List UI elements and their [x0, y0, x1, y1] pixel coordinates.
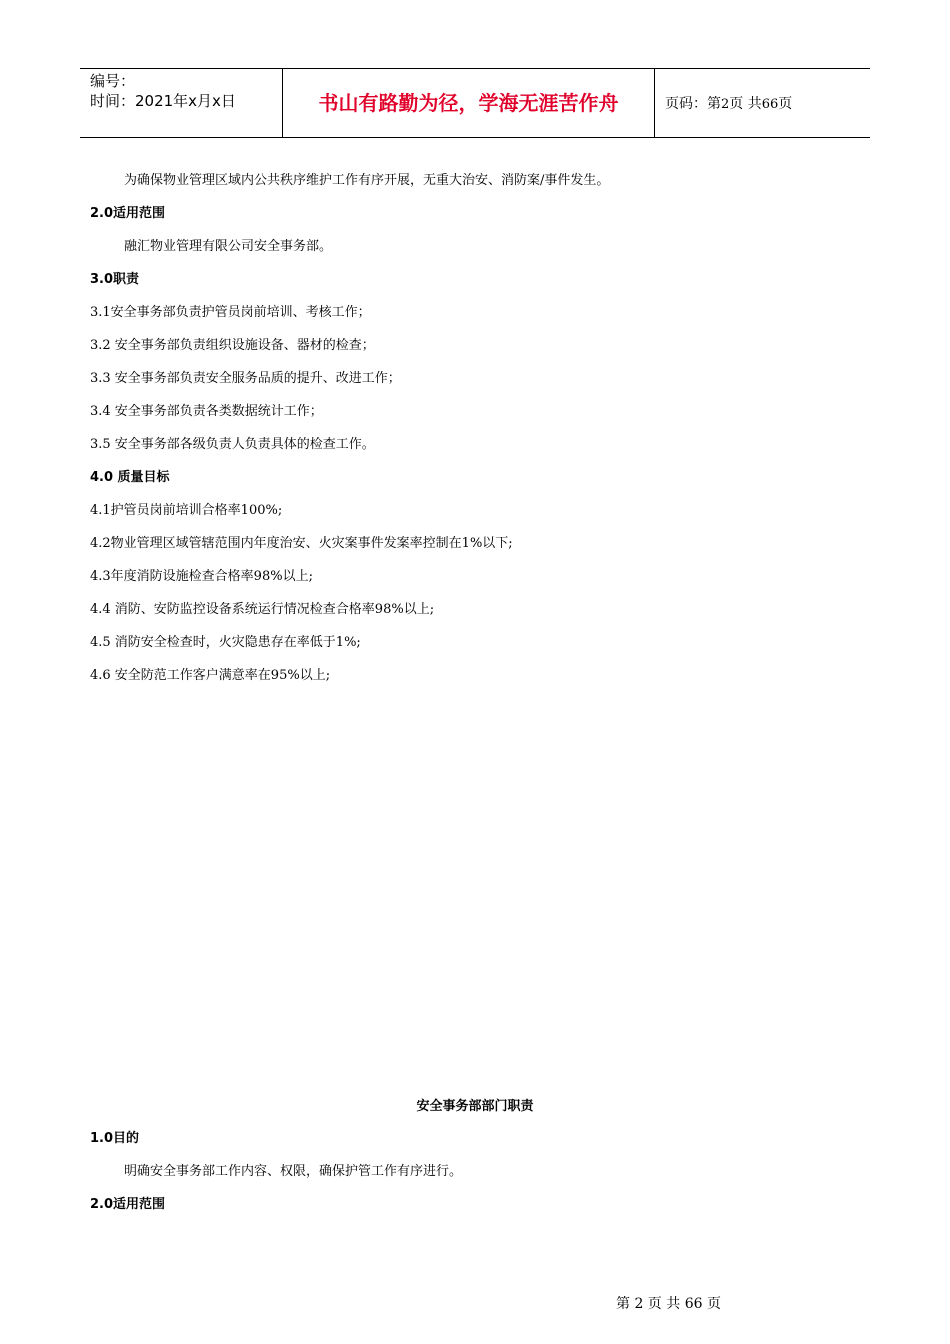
- dept-section-1-text: 明确安全事务部工作内容、权限，确保护管工作有序进行。: [124, 1164, 463, 1179]
- header-page-cell: [655, 69, 870, 137]
- list-item: 3.3 安全事务部负责安全服务品质的提升、改进工作；: [90, 371, 401, 386]
- list-item: 3.1安全事务部负责护管员岗前培训、考核工作；: [90, 305, 371, 320]
- section-4-heading: 4.0 质量目标: [90, 470, 170, 485]
- list-item: 4.2物业管理区域管辖范围内年度治安、火灾案事件发案率控制在1%以下;: [90, 536, 513, 551]
- list-item: 4.3年度消防设施检查合格率98%以上;: [90, 569, 313, 584]
- list-item: 4.4 消防、安防监控设备系统运行情况检查合格率98%以上;: [90, 602, 435, 617]
- page-current: 2: [721, 97, 730, 112]
- intro-paragraph: 为确保物业管理区域内公共秩序维护工作有序开展，无重大治安、消防案/事件发生。: [124, 173, 610, 188]
- page-header: [80, 68, 870, 138]
- list-item: 4.6 安全防范工作客户满意率在95%以上;: [90, 668, 331, 683]
- section-2-text: 融汇物业管理有限公司安全事务部。: [124, 239, 333, 254]
- page-suffix: 页: [778, 96, 793, 112]
- page-footer: 第 2 页 共 66 页: [616, 1296, 721, 1312]
- list-item: 4.5 消防安全检查时，火灾隐患存在率低于1%;: [90, 635, 361, 650]
- list-item: 3.4 安全事务部负责各类数据统计工作；: [90, 404, 323, 419]
- page-prefix: 页码：第: [665, 96, 721, 112]
- list-item: 4.1护管员岗前培训合格率100%;: [90, 503, 283, 518]
- department-title: 安全事务部部门职责: [416, 1099, 534, 1114]
- list-item: 3.2 安全事务部负责组织设施设备、器材的检查；: [90, 338, 375, 353]
- page-info: [665, 93, 792, 113]
- header-motto-cell: [282, 69, 655, 137]
- section-3-heading: 3.0职责: [90, 272, 140, 287]
- section-2-heading: 2.0适用范围: [90, 206, 166, 221]
- motto: 书山有路勤为径，学海无涯苦作舟: [318, 91, 619, 115]
- page-mid: 页 共: [729, 96, 762, 112]
- list-item: 3.5 安全事务部各级负责人负责具体的检查工作。: [90, 437, 375, 452]
- header-meta: [80, 69, 282, 137]
- dept-section-1-heading: 1.0目的: [90, 1131, 140, 1146]
- page-total: 66: [761, 97, 779, 112]
- dept-section-2-heading: 2.0适用范围: [90, 1197, 166, 1212]
- number-label: 编号：: [90, 72, 136, 90]
- date-label: 时间：2021年x月x日: [90, 92, 236, 110]
